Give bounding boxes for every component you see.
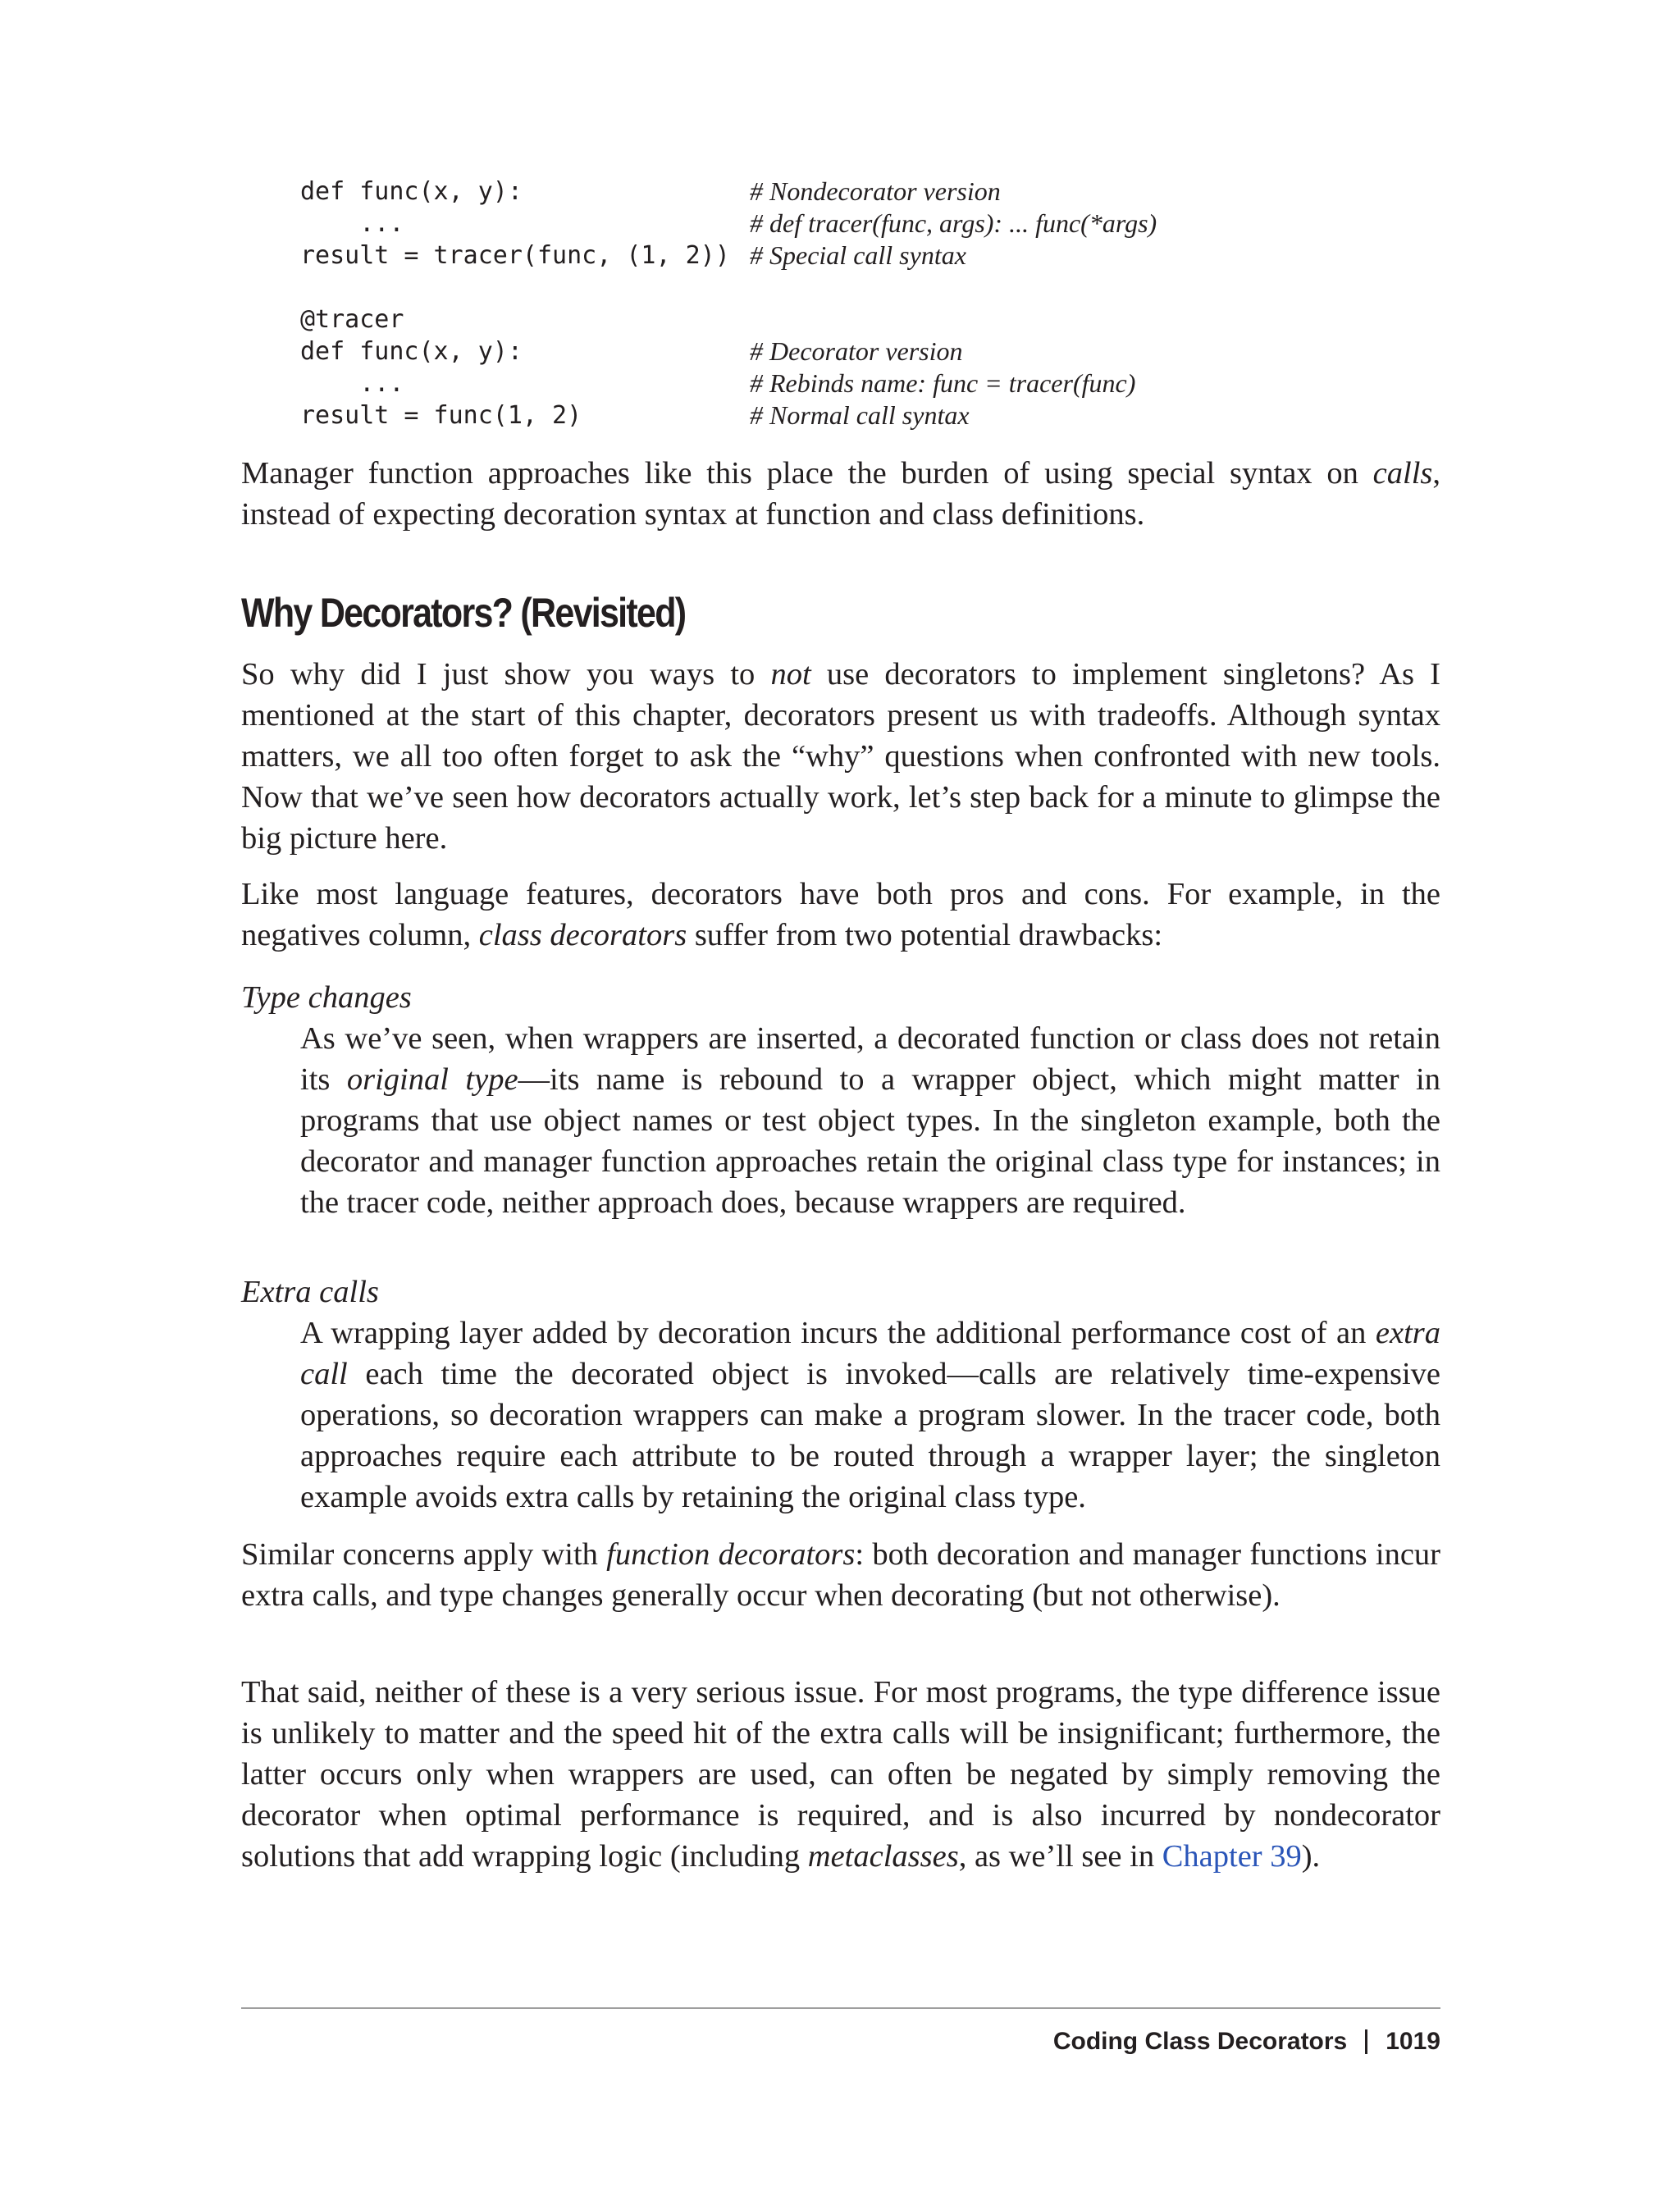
- emphasis: class decorators: [478, 918, 687, 952]
- text-run: suffer from two potential drawbacks:: [687, 918, 1163, 952]
- code-line: [241, 240, 1440, 272]
- definition-type-changes: [300, 1018, 1440, 1223]
- text-run: Similar concerns apply with: [241, 1537, 607, 1572]
- emphasis: extra call: [300, 1316, 1440, 1391]
- code-line: [241, 304, 1440, 336]
- paragraph-similar: [241, 1534, 1440, 1616]
- text-run: That said, neither of these is a very serious issue. For most programs, the type difference issue is unlikely to matter and the speed hit of the extra calls will be insignificant; furthermore, the latter occurs only when wrappers are used, can often be negated by simply removing the decorator when optimal performance is required, and is also incurred by nondecorator solutions that add wrapping logic (including: [241, 1675, 1440, 1874]
- paragraph-why: [241, 654, 1440, 859]
- footer-divider: [241, 2007, 1440, 2009]
- code-line: [241, 336, 1440, 368]
- emphasis: function decorators: [606, 1537, 856, 1572]
- code-comment: # Decorator version: [750, 336, 963, 366]
- code-text: @tracer: [300, 305, 404, 334]
- code-comment: # Rebinds name: func = tracer(func): [750, 368, 1136, 398]
- emphasis: original type: [346, 1062, 518, 1097]
- page-number: 1019: [1386, 2028, 1440, 2055]
- code-text: def func(x, y):: [300, 177, 523, 206]
- code-line: [241, 399, 1440, 431]
- text-run: ).: [1301, 1839, 1321, 1874]
- text-run: : both decoration and manager functions incur extra calls, and type changes generally occur when decorating (but not otherwise).: [241, 1537, 1440, 1613]
- text-run: A wrapping layer added by decoration incurs the additional performance cost of an: [300, 1316, 1376, 1350]
- text-run: , instead of expecting decoration syntax at function and class definitions.: [241, 456, 1440, 532]
- definition-extra-calls: [300, 1312, 1440, 1518]
- text-run: use decorators to implement singletons? As I mentioned at the start of this chapter, decorators present us with tradeoffs. Although syntax matters, we all too often forget to ask the “why” questions when confronted with new tools. Now that we’ve seen how decorators actually work, let’s step back for a minute to glimpse the big picture here.: [241, 657, 1441, 856]
- text-run: Manager function approaches like this place the burden of using special syntax on: [241, 456, 1373, 491]
- term-extra-calls: Extra calls: [241, 1275, 379, 1309]
- code-block: [241, 176, 1440, 431]
- code-text: result = tracer(func, (1, 2)): [300, 241, 730, 270]
- paragraph-like: [241, 874, 1440, 956]
- section-heading: Why Decorators? (Revisited): [241, 590, 686, 636]
- code-spacer: [241, 272, 1440, 304]
- paragraph-manager: [241, 453, 1440, 535]
- book-page: [241, 0, 1440, 2205]
- text-run: Like most language features, decorators have both pros and cons. For example, in the negatives column,: [241, 877, 1440, 952]
- footer-separator: [1365, 2029, 1367, 2054]
- code-text: def func(x, y):: [300, 337, 523, 366]
- footer-section-title: Coding Class Decorators: [1052, 2028, 1348, 2055]
- text-run: —its name is rebound to a wrapper object, which might matter in programs that use object names or test object types. In the singleton example, both the decorator and manager function approaches retain the original class type for instances; in the tracer code, neither approach does, because wrappers are required.: [300, 1062, 1440, 1220]
- paragraph-that-said: [241, 1672, 1440, 1877]
- term-type-changes: Type changes: [241, 980, 412, 1015]
- code-text: ...: [300, 369, 404, 398]
- page-footer: [1053, 2021, 1440, 2062]
- code-text: result = func(1, 2): [300, 401, 582, 430]
- text-run: So why did I just show you ways to: [241, 657, 771, 692]
- code-line: [241, 208, 1440, 240]
- code-comment: # Special call syntax: [750, 240, 966, 270]
- emphasis: metaclasses: [807, 1839, 959, 1874]
- emphasis: not: [770, 657, 811, 692]
- emphasis: calls: [1372, 456, 1433, 491]
- text-run: As we’ve seen, when wrappers are inserted, a decorated function or class does not retain its: [300, 1021, 1440, 1097]
- code-text: ...: [300, 209, 404, 238]
- text-run: , as we’ll see in: [958, 1839, 1162, 1874]
- code-line: [241, 176, 1440, 208]
- code-comment: # Nondecorator version: [750, 176, 1001, 206]
- chapter-link[interactable]: Chapter 39: [1162, 1839, 1302, 1874]
- code-comment: # def tracer(func, args): ... func(*args): [750, 208, 1157, 238]
- text-run: each time the decorated object is invoked—calls are relatively time-expensive operations, so decoration wrappers can make a program slower. In the tracer code, both approaches require each attribute to be routed through a wrapper layer; the singleton example avoids extra calls by retaining the original class type.: [300, 1357, 1440, 1514]
- code-comment: # Normal call syntax: [750, 400, 970, 430]
- code-line: [241, 368, 1440, 399]
